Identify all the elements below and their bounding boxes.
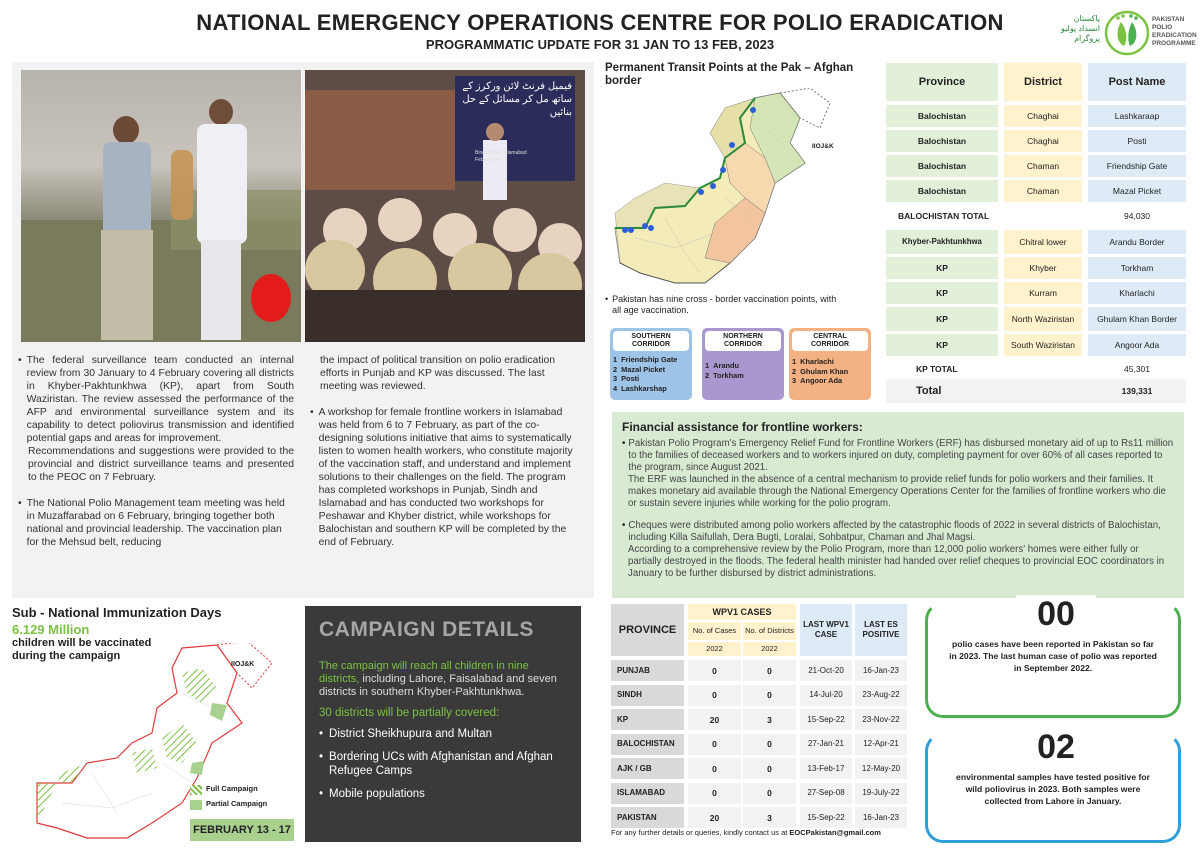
header-province: PROVINCE <box>611 604 684 656</box>
transit-note: • Pakistan has nine cross - border vaccination points, with all age vaccination. <box>605 294 837 315</box>
post-name: Arandu Border <box>1088 230 1186 254</box>
post-district: Khyber <box>1004 257 1082 279</box>
post-province: KP <box>886 307 998 331</box>
grand-total-label: Total <box>916 385 942 397</box>
header-year-districts: 2022 <box>743 642 796 656</box>
contact-line: For any further details or queries, kindly contact us at EOCPakistan@gmail.com <box>611 828 881 837</box>
banner-subtext: Bingo Hotel, Islamabad February 6 - 7 <box>475 150 527 163</box>
wpv-cases: 20 <box>688 807 741 828</box>
post-district: North Waziristan <box>1004 307 1082 331</box>
flood-cheques-text: Cheques were distributed among polio workers affected by the catastrophic floods of 2022 in several districts of Balochistan, including Killa Saifullah, Dera Bugti, Loralai, Sohbatpur, Chaman and Jhal Magsi. <box>628 520 1161 543</box>
post-name: Ghulam Khan Border <box>1088 307 1186 331</box>
npm-meeting-text: The National Polio Management team meeting was held in Muzaffarabad on 6 February, bringing together both national and provincial leadership. The vaccination plan for the Mehsud belt, reducing <box>26 498 285 548</box>
es-text: environmental samples have tested positive for wild poliovirus in 2023. Both samples were collected from Lahore in January. <box>956 772 1150 806</box>
post-province: KP <box>886 282 998 304</box>
news-column-1: • The federal surveillance team conducted an internal review from 30 January to 4 February covering all districts in Khyber-Pakhtunkhwa (KP), apart from South Waziristan. The review assessed the performance of the AFP and environmental surveillance system and its capability to detect poliovirus transmission and identified potential gaps and areas for improvement. Recommendations and suggestions were provided to the provincial and district surveillance teams and presented to the PEOC on 7 February. • The National Polio Management team meeting was held in Muzaffarabad on 6 February, bringing together both national and provincial leadership. The vaccination plan for the Mehsud belt, reducing <box>18 355 294 548</box>
recommendations-text: Recommendations and suggestions were provided to the provincial and district surveillance teams and presented to the PEOC on 7 February. <box>28 446 294 483</box>
wpv1-table <box>611 604 911 846</box>
balochistan-total-value: 94,030 <box>1124 211 1150 221</box>
wpv-last-es: 12-May-20 <box>855 758 907 779</box>
post-province: Balochistan <box>886 155 998 177</box>
wpv-cases: 0 <box>688 758 741 779</box>
snid-title: Sub - National Immunization Days <box>12 605 222 620</box>
wpv-last-case: 27-Jan-21 <box>800 734 852 755</box>
header-year-cases: 2022 <box>688 642 741 656</box>
header-last-es: LAST ES POSITIVE <box>855 604 907 656</box>
surveillance-photo <box>21 70 301 342</box>
header-no-cases: No. of Cases <box>688 622 741 640</box>
wpv-province: PAKISTAN <box>611 807 684 828</box>
wpv-last-es: 23-Aug-22 <box>855 685 907 706</box>
corridor-item: 2 Mazal Picket <box>613 364 666 374</box>
wpv-districts: 0 <box>743 783 796 804</box>
polio-logo-icon <box>1104 10 1150 56</box>
post-name: Mazal Picket <box>1088 180 1186 202</box>
wpv-cases: 0 <box>688 783 741 804</box>
corridor-item: 3 Posti <box>613 374 640 383</box>
transit-posts-table <box>886 63 1188 403</box>
post-district: Chitral lower <box>1004 230 1082 254</box>
northern-corridor-card <box>702 328 784 400</box>
post-district: Chaghai <box>1004 130 1082 152</box>
cases-text: polio cases have been reported in Pakistan so far in 2023. The last human case of polio was reported in September 2022. <box>949 639 1157 673</box>
post-name: Friendship Gate <box>1088 155 1186 177</box>
erf-disbursement-text: Pakistan Polio Program's Emergency Relief Fund for Frontline Workers (ERF) has disbursed monetary aid of up to Rs11 million to the families of deceased workers and to workers injured on duty, completing payment for over 60% of all cases reported to the program, since August 2021. <box>628 438 1174 473</box>
post-name: Kharlachi <box>1088 282 1186 304</box>
wpv-province: SINDH <box>611 685 684 706</box>
transit-title: Permanent Transit Points at the Pak – Afghan border <box>605 62 854 87</box>
corridor-item: 4 Lashkarshap <box>613 383 667 393</box>
wpv-last-case: 14-Jul-20 <box>800 685 852 706</box>
wpv-districts: 0 <box>743 660 796 681</box>
snid-children-count: 6.129 Million <box>12 622 90 637</box>
ppep-logo <box>1060 8 1197 58</box>
snid-description: children will be vaccinated during the campaign <box>12 637 152 662</box>
campaign-title: CAMPAIGN DETAILS <box>319 618 534 641</box>
financial-title: Financial assistance for frontline workers: <box>622 420 863 434</box>
page-title: NATIONAL EMERGENCY OPERATIONS CENTRE FOR POLIO ERADICATION <box>196 10 1004 35</box>
corridor-title: SOUTHERN CORRIDOR <box>613 331 689 351</box>
page-subtitle: PROGRAMMATIC UPDATE FOR 31 JAN TO 13 FEB, 2023 <box>425 37 775 52</box>
corridor-item: 2 Torkham <box>705 370 744 380</box>
corridor-item: 1 Kharlachi <box>792 357 834 366</box>
workshop-text: A workshop for female frontline workers in Islamabad was held from 6 to 7 February, as part of the co-designing solutions initiative that aims to systematically listen to women health workers, who constitute majority of the vaccination staff, and understand and implement solutions to their challenges on the field. The program has completed workshops in Punjab, Sindh and Islamabad and has conducted two workshops for Peshawar and Khyber district, while workshops for Balochistan and southern KP will be completed by the end of February. <box>318 407 573 548</box>
wpv-province: PUNJAB <box>611 660 684 681</box>
balochistan-total-label: BALOCHISTAN TOTAL <box>898 211 990 221</box>
kp-total-value: 45,301 <box>1124 364 1150 374</box>
wpv-province: AJK / GB <box>611 758 684 779</box>
flood-review-text: According to a comprehensive review by the Polio Program, more than 12,000 polio workers' homes were either fully or partially destroyed in the floods. The federal health minister had handed over relief cheques to provincial EOC coordinators in January to be further disbursed by district administrations. <box>628 544 1165 579</box>
post-district: Chaman <box>1004 155 1082 177</box>
wpv-cases: 0 <box>688 734 741 755</box>
campaign-item: • District Sheikhupura and Multan <box>319 728 493 740</box>
wpv-province: BALOCHISTAN <box>611 734 684 755</box>
post-district: Kurram <box>1004 282 1082 304</box>
wpv-districts: 0 <box>743 734 796 755</box>
transit-points-section <box>605 62 880 402</box>
snid-section <box>12 605 297 845</box>
campaign-lead: The campaign will reach all children in nine districts, including Lahore, Faisalabad and seven districts in southern Khyber-Pakhtunkhwa. <box>319 660 557 698</box>
wpv-last-case: 27-Sep-08 <box>800 783 852 804</box>
post-district: South Waziristan <box>1004 334 1082 356</box>
wpv-last-es: 19-July-22 <box>855 783 907 804</box>
wpv-last-es: 12-Apr-21 <box>855 734 907 755</box>
post-name: Torkham <box>1088 257 1186 279</box>
wpv-last-es: 16-Jan-23 <box>855 660 907 681</box>
post-district: Chaghai <box>1004 105 1082 127</box>
legend-full-label: Full Campaign <box>206 784 258 793</box>
wpv-province: KP <box>611 709 684 730</box>
wpv-last-case: 13-Feb-17 <box>800 758 852 779</box>
wpv-districts: 0 <box>743 685 796 706</box>
cases-count: 00 <box>1016 595 1096 634</box>
wpv-last-case: 21-Oct-20 <box>800 660 852 681</box>
legend-partial-swatch <box>190 800 202 810</box>
news-panel <box>12 62 594 598</box>
campaign-details-box <box>305 606 581 842</box>
campaign-partial-heading: 30 districts will be partially covered: <box>319 707 500 719</box>
header-wpv1-cases: WPV1 CASES <box>688 604 796 620</box>
post-province: Khyber-Pakhtunkhwa <box>886 230 998 254</box>
wpv-last-es: 16-Jan-23 <box>855 807 907 828</box>
logo-urdu-text: پاکستان انسداد پولیو پروگرام <box>1060 14 1100 43</box>
erf-launch-text: The ERF was launched in the absence of a central mechanism to provide relief funds for polio workers and their families. It makes monetary aid available through the National Emergency Operations Center for the families of frontline workers who die or sustain severe injuries while working for the polio program. <box>628 474 1166 509</box>
wpv-last-case: 15-Sep-22 <box>800 709 852 730</box>
wpv-last-es: 23-Nov-22 <box>855 709 907 730</box>
header-last-wpv1: LAST WPV1 CASE <box>800 604 852 656</box>
southern-corridor-card <box>610 328 692 400</box>
wpv-districts: 3 <box>743 709 796 730</box>
post-province: Balochistan <box>886 130 998 152</box>
contact-email[interactable]: EOCPakistan@gmail.com <box>789 828 881 837</box>
header-post-name: Post Name <box>1088 63 1186 101</box>
wpv-districts: 0 <box>743 758 796 779</box>
kp-total-label: KP TOTAL <box>916 364 958 374</box>
campaign-map <box>32 643 292 843</box>
post-province: Balochistan <box>886 180 998 202</box>
wpv-cases: 0 <box>688 685 741 706</box>
corridor-item: 1 Arandu <box>705 361 739 370</box>
post-name: Posti <box>1088 130 1186 152</box>
pakistan-transit-map <box>605 88 880 293</box>
corridor-title: CENTRAL CORRIDOR <box>792 331 868 351</box>
header-province: Province <box>886 63 998 101</box>
wpv-cases: 20 <box>688 709 741 730</box>
es-stat-card <box>925 728 1181 843</box>
corridor-item: 2 Ghulam Khan <box>792 366 849 376</box>
campaign-item: • Mobile populations <box>319 788 425 800</box>
post-district: Chaman <box>1004 180 1082 202</box>
corridor-title: NORTHERN CORRIDOR <box>705 331 781 351</box>
grand-total-value: 139,331 <box>1121 386 1153 396</box>
campaign-item: • Bordering UCs with Afghanistan and Afghan Refugee Camps <box>319 751 553 777</box>
workshop-photo <box>305 70 585 342</box>
es-count: 02 <box>1016 728 1096 767</box>
wpv-last-case: 15-Sep-22 <box>800 807 852 828</box>
map-iiojk-label: IIOJ&K <box>812 143 834 150</box>
meeting-continuation-text: the impact of political transition on polio eradication efforts in Punjab and KP was discussed. The last meeting was reviewed. <box>320 355 556 392</box>
banner-urdu-text: فیمیل فرنٹ لائن ورکرز کے ساتھ مل کر مسائل کے حل بنائیں <box>462 81 572 118</box>
post-province: Balochistan <box>886 105 998 127</box>
logo-english-text: PAKISTAN POLIO ERADICATION PROGRAMME <box>1152 16 1197 47</box>
surveillance-review-text: The federal surveillance team conducted an internal review from 30 January to 4 February covering all districts in Khyber-Pakhtunkhwa (KP), apart from South Waziristan. The review assessed the performance of the AFP and environmental surveillance system and its capability to detect poliovirus transmission and identified potential gaps and areas for improvement. <box>26 355 294 444</box>
financial-assistance-box: Financial assistance for frontline workers: • Pakistan Polio Program's Emergency Relief Fund for Frontline Workers (ERF) has disbursed monetary aid of up to Rs11 million to the families of deceased workers and to workers injured on duty, completing payment for over 60% of all cases reported to the program, since August 2021. The ERF was launched in the absence of a central mechanism to provide relief funds for polio workers and their families. It makes monetary aid available through the National Emergency Operations Center for the families of frontline workers who die or sustain severe injuries while working for the polio program. • Cheques were distributed among polio workers affected by the catastrophic floods of 2022 in several districts of Balochistan, including Killa Saifullah, Dera Bugti, Loralai, Sohbatpur, Chaman and Jhal Magsi. According to a comprehensive review by the Polio Program, more than 12,000 polio workers' homes were either fully or partially destroyed in the floods. The federal health minister had handed over relief cheques to provincial EOC coordinators in January to be further disbursed by district administrations. <box>612 412 1184 598</box>
wpv-cases: 0 <box>688 660 741 681</box>
snid-map-iiojk-label: IIOJ&K <box>231 661 255 668</box>
corridor-item: 3 Angoor Ada <box>792 376 843 385</box>
legend-full-swatch <box>190 785 202 795</box>
header-district: District <box>1004 63 1082 101</box>
post-province: KP <box>886 334 998 356</box>
campaign-dates: FEBRUARY 13 - 17 <box>190 819 294 841</box>
wpv-province: ISLAMABAD <box>611 783 684 804</box>
cases-stat-card <box>925 595 1181 718</box>
post-name: Angoor Ada <box>1088 334 1186 356</box>
post-province: KP <box>886 257 998 279</box>
post-name: Lashkaraap <box>1088 105 1186 127</box>
wpv-districts: 3 <box>743 807 796 828</box>
legend-partial-label: Partial Campaign <box>206 799 268 808</box>
header-no-districts: No. of Districts <box>743 622 796 640</box>
central-corridor-card <box>789 328 871 400</box>
corridor-item: 1 Friendship Gate <box>613 355 678 364</box>
news-column-2: the impact of political transition on polio eradication efforts in Punjab and KP was discussed. The last meeting was reviewed. • A workshop for female frontline workers in Islamabad was held from 6 to 7 February, as part of the co-designing solutions initiative that aims to systematically listen to women health workers, who constitute majority of the vaccination staff, and understand and implement solutions to their challenges on the field. The program has completed workshops in Punjab, Sindh and Islamabad and has conducted two workshops for Peshawar and Khyber district, while workshops for Balochistan and southern KP will be completed by the end of February. <box>310 354 582 549</box>
